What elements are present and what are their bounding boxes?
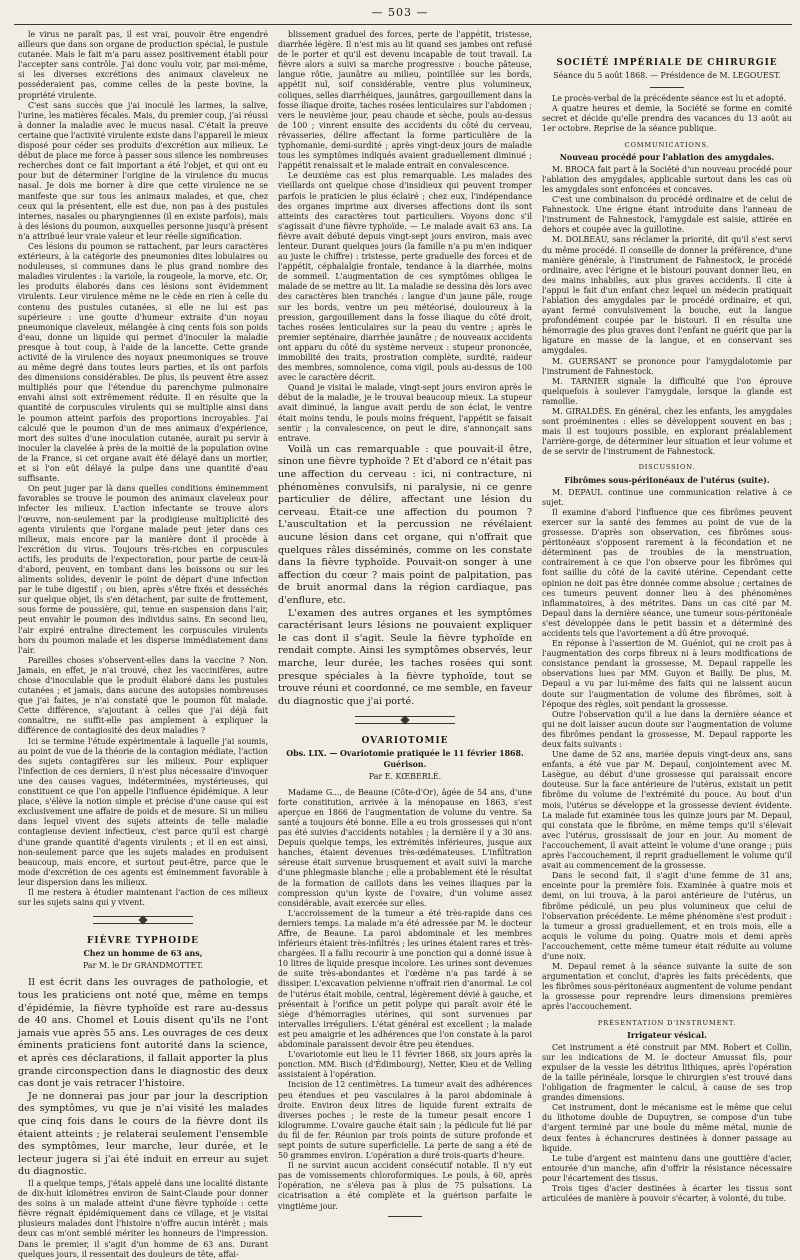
paragraph: C'est sans succès que j'ai inoculé les larmes, la salive, l'urine, les matières fécales. Mais, du premier coup, j'ai réussi à donner la maladie avec le mucus nasal. C'était la preuve certaine que l'activité virulente existe dans l'appareil le mieux disposé pour céder ses produits d'excrétion aux milieux. Le début de place me force à passer sous silence les nombreuses recherches dont ce fait important a été l'objet, et qui ont eu pour but de déterminer l'origine de la virulence du mucus nasal. Je dois me borner à dire que cette virulence ne se manifeste que sur tous les animaux malades, et que, chez ceux qui la présentent, elle est due, non pas à des pustules internes, nasales ou pharyngiennes (il en existe parfois), mais à des lésions du poumon, auxquelles personne jusqu'à présent n'a attribué leur vraie valeur et leur réelle signification. bbox=[18, 100, 269, 241]
paragraph: le virus ne paraît pas, il est vrai, pouvoir être engendré ailleurs que dans son organe de production spécial, le pustule cutanée. Mais le fait m'a paru assez positivement établi pour l'accepter sans contrôle. J'ai donc voulu voir, par moi-même, si les diverses excrétions des animaux claveleux ne posséderaient pas, comme celles de la peste bovine, la propriété virulente. bbox=[18, 30, 268, 100]
section-subheading: Nouveau procédé pour l'ablation des amygdales. bbox=[559, 152, 775, 162]
paragraph: Le deuxième cas est plus remarquable. Les malades des vieillards ont quelque chose d'insidieux qui peuvent tromper parfois le praticien le plus éclairé ; chez eux, l'indépendance des organes imprime aux diverses affections dont ils sont atteints des caractères tout particuliers. Voyons donc s'il s'agissait d'une fièvre typhoïde. — Le malade avait 63 ans. La fièvre avait débuté depuis vingt-sept jours environ, mais avec lenteur. Durant quelques jours (la famille n'a pu m'en indiquer au juste le chiffre) : tristesse, perte graduelle des forces et de l'appétit, céphalalgie frontale, tendance à la diarrhée, moins de sommeil. L'augmentation de ces symptômes obligea le malade de se mettre au lit. La maladie se dessina dès lors avec des caractères bien tranchés : langue d'un jaune pâle, rouge sur les bords, ventre un peu météorisé, douloureux à la pression, gargouillement dans la fosse iliaque du côté droit, taches rosées lenticulaires sur la peau du ventre ; après le premier septénaire, diarrhée jaunâtre ; de nouveaux accidents ont apparu du côté du système nerveux : stupeur prononcée, immobilité des traits, prostration complète, surdité, raideur des membres, somnolence, coma vigil, pouls au-dessus de 100 avec le caractère décrit. bbox=[278, 171, 532, 383]
section-label: COMMUNICATIONS. bbox=[624, 140, 710, 149]
paragraph: M. GUERSANT se prononce pour l'amygdalotomie par l'instrument de Fahnestock. bbox=[542, 356, 792, 376]
paragraph: On peut juger par là dans quelles conditions éminemment favorables se trouve le poumon des animaux claveleux pour infecter les milieux. L'action infectante se trouve alors l'œuvre, non-seulement par la prodigieuse multiplicité des agents virulents que l'organe malade peut jeter dans ces milieux, mais encore par la manière dont il procède à l'excrétion du virus. Toujours très-riches en corpuscules actifs, les produits de l'expectoration, pour partie de ceux-là d'abord, peuvent, en tombant dans les boissons ou sur les aliments solides, devenir le point de départ d'une infection par le tube digestif ; ou bien, après s'être fixés et desséchés sur quelque objet, ils s'en détachent, par suite de frottement, sous forme de poussière, qui, tenue en suspension dans l'air, peut envahir le poumon des individus sains. En second lieu, l'air expiré entraîne directement les corpuscules virulents hors du poumon malade et les disperse immédiatement dans l'air. bbox=[18, 484, 268, 655]
paragraph: A quatre heures et demie, la Société se forme en comité secret et décide qu'elle prendra des vacances du 13 août au 1er octobre. Reprise de la séance publique. bbox=[542, 104, 792, 134]
paragraph: Ces lésions du poumon se rattachent, par leurs caractères extérieurs, à la catégorie des pneumonies dites lobulaires ou noduleuses, si communes dans le plus grand nombre des maladies virulentes : la variole, la rougeole, la morve, etc. Or, les produits élaborés dans ces lésions sont évidemment virulents. Leur virulence même ne le cède en rien à celle du contenu des pustules cutanées, si elle ne lui est pas supérieure : une goutte d'humeur extraite d'un noyau pneumonique claveleux, mélangée à cinq cents fois son poids d'eau, donne un liquide qui permet d'inoculer la maladie presque à tout coup, à l'aide de la lancette. Cette grande activité de la virulence des noyaux pneumoniques se trouve au même degré dans toutes leurs parties, et ils ont parfois des dimensions considérables. De plus, ils peuvent être assez multipliés pour que l'étendue du parenchyme pulmonaire envahi ainsi soit extrêmement réduite. Il en résulte que la quantité de corpuscules virulents qui se multiplie ainsi dans le poumon atteint parfois des proportions incroyables. J'ai calculé que le poumon d'un de mes animaux d'expérience, mort des suites d'une inoculation cutanée, aurait pu servir à inoculer la clavelée à près de la moitié de la population ovine de la France, si cet organe avait été délayé dans un mortier, et si l'on eût délayé la pulpe dans une quantité d'eau suffisante. bbox=[18, 241, 268, 484]
article-heading: OVARIOTOMIE bbox=[361, 736, 449, 747]
paragraph: Pareilles choses s'observent-elles dans la vaccine ? Non. Jamais, en effet, je n'ai trouvé, chez les vaccinifères, autre chose d'inoculable que le produit élaboré dans les pustules cutanées ; et jamais, dans aucune des autopsies nombreuses que j'ai faites, je n'ai constaté que le poumon fût malade. Cette différence, s'ajoutant à celles que j'ai déjà fait connaître, ne suffit-elle pas amplement à expliquer la différence de contagiosité des deux maladies ? bbox=[18, 655, 268, 736]
section-subheading: Fibrômes sous-péritonéaux de l'utérus (suite). bbox=[564, 475, 770, 485]
ornament-divider bbox=[93, 916, 193, 924]
article-heading: FIÈVRE TYPHOIDE bbox=[86, 936, 200, 947]
society-heading: SOCIÉTÉ IMPÉRIALE DE CHIRURGIE bbox=[556, 58, 778, 68]
section-label: PRÉSENTATION D'INSTRUMENT. bbox=[597, 1018, 737, 1027]
paragraph: Quand je visitai le malade, vingt-sept jours environ après le début de la maladie, je le trouvai beaucoup mieux. La stupeur avait diminué, la langue avait perdu de son éclat, le ventre était moins tendu, le pouls moins fréquent, l'appétit se faisait sentir ; la convalescence, on peut le dire, s'annonçait sans entrave. bbox=[278, 383, 532, 443]
paragraph: Il examine d'abord l'influence que ces fibrômes peuvent exercer sur la santé des femmes au point de vue de la grossesse. D'après son observation, ces fibrômes sous-péritonéaux s'opposent rarement à la fécondation et ne déterminent pas de troubles de la menstruation, contrairement à ce que l'on observe pour les fibrômes qui font saillie du côté de la cavité utérine. Cependant cette opinion ne doit pas être donnée comme absolue ; certaines de ces tumeurs peuvent donner lieu à des phénomènes inflammatoires, à des métrites. Dans un cas cité par M. Depaul dans la dernière séance, une tumeur sous-péritonéale s'est développée dans le petit bassin et a déterminé des accidents tels que l'avortement a dû être provoqué. bbox=[542, 507, 792, 638]
article-author: Par E. KŒBERLÉ. bbox=[368, 771, 442, 781]
paragraph: Trois tiges d'acier destinées à écarter les tissus sont articulées de manière à pouvoir s'écarter, à volonté, du tube. bbox=[542, 1184, 792, 1204]
paragraph: M. TARNIER signale la difficulté que l'on éprouve quelquefois à soulever l'amygdale, lorsque la glande est ramollie. bbox=[542, 376, 792, 406]
paragraph: Dans le second fait, il s'agit d'une femme de 31 ans, enceinte pour la première fois. Examinée à quatre mois et demi, on lui trouva, à la paroi antérieure de l'utérus, un fibrôme pédiculé, un peu plus volumineux que celui de l'observation précédente. Le même phénomène s'est produit : la tumeur a grossi graduellement, et en trois mois, elle a acquis le volume du poing. Quatre mois et demi après l'accouchement, cette même tumeur était réduite au volume d'une noix. bbox=[542, 871, 792, 961]
paragraph: En réponse à l'assertion de M. Guéniot, qui ne croit pas à l'augmentation des corps fibreux ni à leurs modifications de consistance pendant la grossesse, M. Depaul rappelle les observations lues par MM. Guyon et Bailly. De plus, M. Depaul a vu par lui-même des faits qui ne laissent aucun doute sur l'augmentation de volume des fibrômes, soit à l'époque des règles, soit pendant la grossesse. bbox=[542, 639, 792, 709]
article-subheading: Chez un homme de 63 ans, bbox=[83, 949, 203, 959]
page-number: — 503 — bbox=[371, 6, 429, 19]
session-line: Séance du 5 août 1868. — Présidence de M. LEGOUEST. bbox=[553, 71, 781, 81]
column-left bbox=[18, 30, 269, 1259]
paragraph: Cet instrument, dont le mécanisme est le même que celui du lithotome double de Dupuytren, se compose d'un tube d'argent terminé par une boule du même métal, munie de deux fentes à échancrures destinées à donner passage au liquide. bbox=[542, 1103, 792, 1153]
paragraph: Madame G..., de Beaune (Côte-d'Or), âgée de 54 ans, d'une forte constitution, arrivée à la ménopause en 1863, s'est aperçue en 1866 de l'augmentation de volume du ventre. Sa santé a toujours été bonne. Elle a eu trois grossesses qui n'ont pas été suivies d'accidents notables ; la dernière il y a 30 ans. Depuis quelque temps, les extrémités inférieures, jusque aux hanches, étaient devenues très-œdémateuses. L'infiltration séreuse était survenue brusquement et avait suivi la marche d'une phlegmasie blanche ; elle a probablement été le résultat de la formation de caillots dans les veines iliaques par la compression qu'un kyste de l'ovaire, d'un volume assez considérable, avait exercée sur elles. bbox=[278, 787, 532, 908]
paragraph: M. Depaul remet à la séance suivante la suite de son argumentation et conclut, d'après les faits précédents, que les fibrômes sous-péritonéaux augmentent de volume pendant la grossesse pour reprendre leurs dimensions premières après l'accouchement. bbox=[542, 962, 792, 1012]
paragraph: M. DOLBEAU, sans réclamer la priorité, dit qu'il s'est servi du même procédé. Il conseille de donner la préférence, d'une manière générale, à l'instrument de Fahnestock, le procédé ordinaire, avec l'érigne et le bistouri pouvant donner lieu, en des mains inhabiles, aux plus graves accidents. Il cite à l'appui le fait d'un enfant chez lequel un médecin pratiquait l'ablation des amygdales par le procédé ordinaire, et qui, ayant fermé convulsivement la bouche, eut la langue profondément coupée par le bistouri. Il en résulta une hémorragie des plus graves dont l'enfant ne guérit que par la ligature en masse de la langue, et en conservant ses amygdales. bbox=[542, 235, 792, 356]
section-subheading: Irrigateur vésical. bbox=[627, 1030, 707, 1040]
paragraph: L'ovariotomie eut lieu le 11 février 1868, six jours après la ponction. MM. Bisch (d'Édimbourg), Netter, Kieu et de Velling assistaient à l'opération. bbox=[278, 1050, 532, 1080]
paragraph: blissement graduel des forces, perte de l'appétit, tristesse, diarrhée légère. Il n'est mis au lit quand ses jambes ont refusé de le porter et qu'il est devenu incapable de tout travail. La fièvre alors a suivi sa marche progressive : bouche pâteuse, langue rôtie, jaunâtre au milieu, pointillée sur les bords, appétit nul, soif considérable, ventre plus volumineux, coliques, selles diarrhéiques, jaunâtres, gargouillement dans la fosse iliaque droite, taches rosées lenticulaires sur l'abdomen ; vers le neuvième jour, peau chaude et sèche, pouls au-dessus de 100 ; vinrent ensuite des accidents du côté du cerveau, rêvasseries, délire affectant la forme particulière de la typhomanie, demi-surdité ; après vingt-deux jours de maladie tous les symptômes indiqués avaient graduellement diminué ; l'appétit renaissait et le malade entrait en convalescence. bbox=[278, 30, 532, 171]
paragraph: Il a quelque temps, j'étais appelé dans une localité distante de dix-huit kilomètres environ de Saint-Claude pour donner des soins à un malade atteint d'une fièvre typhoïde : cette fièvre régnait épidémiquement dans ce village, et je visitai plusieurs malades dont l'histoire n'offre aucun intérêt ; mais deux cas m'ont semblé mériter les honneurs de l'impression. Dans le premier, il s'agit d'un homme de 63 ans. Durant quelques jours, il ressentait des douleurs de tête, affai- bbox=[18, 1178, 268, 1259]
section-label: DISCUSSION. bbox=[638, 463, 696, 472]
article-author: Par M. le Dr GRANDMOTTET. bbox=[82, 961, 204, 971]
header-rule bbox=[14, 24, 792, 25]
paragraph: Il ne survint aucun accident consécutif notable. Il n'y eut pas de vomissements chloroformiques. Le pouls, à 60, après l'opération, ne s'éleva pas à plus de 75 pulsations. La cicatrisation a été complète et la guérison parfaite le vingtième jour. bbox=[278, 1161, 532, 1211]
article-subheading: Obs. LIX. — Ovariotomie pratiquée le 11 février 1868. Guérison. bbox=[286, 749, 524, 769]
paragraph: Une dame de 52 ans, mariée depuis vingt-deux ans, sans enfants, a été vue par M. Depaul, conjointement avec M. Lasègue, au début d'une grossesse qui paraissait encore douteuse. Sur la face antérieure de l'utérus, existait un petit fibrôme du volume de l'extrémité du pouce. Au bout d'un mois, l'utérus se développe et la grossesse devient évidente. La malade fut examinée tous les quinze jours par M. Depaul, qui constata que le fibrôme, en même temps qu'il s'élevait avec l'utérus, grossissait de jour en jour. Au moment de l'accouchement, il avait atteint le volume d'une orange ; puis après l'accouchement, il reprit graduellement le volume qu'il avait au commencement de la grossesse. bbox=[542, 750, 792, 871]
paragraph: Outre l'observation qu'il a lue dans la dernière séance et qui ne doit laisser aucun doute sur l'augmentation de volume des fibrômes pendant la grossesse, M. Depaul rapporte les deux faits suivants : bbox=[542, 709, 792, 749]
paragraph: L'accroissement de la tumeur a été très-rapide dans ces derniers temps. La malade m'a été adressée par M. le docteur Affre, de Beaune. La paroi abdominale et les membres inférieurs étaient très-infiltrés ; les urines étaient rares et très-chargées. Il a fallu recourir à une ponction qui a donné issue à 10 litres de liquide presque incolore. Les urines sont devenues de suite très-abondantes et l'œdème n'a pas tardé à se dissiper. L'excavation pelvienne n'offrait rien d'anormal. Le col de l'utérus était mobile, central, légèrement dévié à gauche, et présentait à l'orifice un petit polype qui paraît avoir été le siège d'hémorragies utérines, qui sont survenues par intervalles irréguliers. L'état général est excellent ; la malade est peu amaigrie et les adhérences que l'on constate à la paroi abdominale paraissent devoir être peu étendues. bbox=[278, 908, 532, 1050]
paragraph: Cet instrument a été construit par MM. Robert et Collin, sur les indications de M. le docteur Amussat fils, pour expulser de la vessie les détritus lithiques, après l'opération de la taille périnéale, lorsque le chirurgien s'est trouvé dans l'obligation de fragmenter le calcul, à cause de ses trop grandes dimensions. bbox=[542, 1042, 792, 1103]
paragraph: Il me restera à étudier maintenant l'action de ces milieux sur les sujets sains qui y vivent. bbox=[18, 887, 268, 908]
section-rule bbox=[650, 87, 684, 88]
paragraph: L'examen des autres organes et les symptômes caractérisant leurs lésions ne pouvaient expliquer le cas dont il s'agit. Seule la fièvre typhoïde en rendait compte. Ainsi les symptômes observés, leur marche, leur durée, les taches rosées qui sont presque spéciales à la fièvre typhoïde, tout se trouve réuni et coordonné, ce me semble, en faveur du diagnostic que j'ai porté. bbox=[278, 607, 532, 707]
paragraph: Voilà un cas remarquable : que pouvait-il être, sinon une fièvre typhoïde ? Et d'abord ce n'était pas une affection du cerveau : ici, ni contracture, ni phénomènes convulsifs, ni paralysie, ni ce genre particulier de délire, affectant une lésion du cerveau. Était-ce une affection du poumon ? L'auscultation et la percussion ne révélaient aucune lésion dans cet organe, qui n'offrait que quelques râles disséminés, comme on les constate dans la fièvre typhoïde. Pouvait-on songer à une affection du cœur ? mais point de palpitation, pas de bruit anormal dans la région cardiaque, pas d'enflure, etc. bbox=[278, 443, 532, 606]
paragraph: Ici se termine l'étude expérimentale à laquelle j'ai soumis, au point de vue de la théorie de la contagion médiate, l'action des sujets contagifères sur les milieux. Pour expliquer l'infection de ces derniers, il n'est plus nécessaire d'invoquer une des causes vagues, indéterminées, mystérieuses, qui constituent ce que l'on appelle l'influence épidémique. A leur place, s'élève la notion simple et précise d'une cause qui est exclusivement une affaire de poids et de mesure. Si un milieu dans lequel vivent des sujets atteints de telle maladie contagieuse devient infectieux, c'est parce qu'il est chargé d'une grande quantité d'agents virulents ; et il en est ainsi, non-seulement parce que les sujets malades en produisent beaucoup, mais encore, et surtout peut-être, parce que le mode d'excrétion de ces agents est éminemment favorable à leur dispersion dans les milieux. bbox=[18, 736, 268, 887]
paragraph: Je ne donnerai pas jour par jour la description des symptômes, vu que je n'ai visité les malades que cinq fois dans le cours de la fièvre dont ils étaient atteints ; je relaterai seulement l'ensemble des symptômes, leur marche, leur durée, et le lecteur jugera si j'ai été induit en erreur au sujet du diagnostic. bbox=[18, 1090, 268, 1178]
paragraph: M. DEPAUL continue une communication relative à ce sujet. bbox=[542, 487, 792, 507]
paragraph: C'est une combinaison du procédé ordinaire et de celui de Fahnestock. Une érigne étant introduite dans l'anneau de l'instrument de Fahnestock, l'amygdale est saisie, attirée en dehors et coupée avec la guillotine. bbox=[542, 195, 792, 235]
paragraph: Le procès-verbal de la précédente séance est lu et adopté. bbox=[552, 94, 787, 104]
paragraph: M. BROCA fait part à la Société d'un nouveau procédé pour l'ablation des amygdales, applicable surtout dans les cas où les amygdales sont enfoncées et concaves. bbox=[542, 164, 792, 194]
paragraph: Incision de 12 centimètres. La tumeur avait des adhérences peu étendues et peu vasculaires à la paroi abdominale à droite. Environ deux litres de liquide furent extraits de diverses poches ; le reste de la tumeur pesait encore 1 kilogramme. L'ovaire gauche était sain ; la pédicule fut lié par du fil de fer. Réunion par trois points de suture profonde et sept points de suture superficielle. La perte de sang a été de 50 grammes environ. L'opération a duré trois-quarts d'heure. bbox=[278, 1080, 532, 1161]
end-rule bbox=[388, 1216, 422, 1217]
paragraph: M. GIRALDÈS. En général, chez les enfants, les amygdales sont proéminentes : elles se développent souvent en bas ; mais il est toujours possible, en explorant préalablement l'arrière-gorge, de déterminer leur situation et leur volume et de se servir de l'instrument de Fahnestock. bbox=[542, 407, 792, 457]
ornament-divider bbox=[355, 716, 455, 724]
column-middle bbox=[278, 30, 532, 1211]
paragraph: Il est écrit dans les ouvrages de pathologie, et tous les praticiens ont noté que, même en temps d'épidémie, la fièvre typhoïde est rare au-dessus de 40 ans. Chomel et Louis disent qu'ils ne l'ont jamais vue après 55 ans. Les ouvrages de ces deux éminents praticiens font autorité dans la science, et après ces déclarations, il fallait apporter la plus grande circonspection dans le diagnostic des deux cas dont je vais retracer l'histoire. bbox=[18, 977, 268, 1090]
column-right bbox=[542, 30, 792, 1204]
paragraph: Le tube d'argent est maintenu dans une gouttière d'acier, entourée d'un manche, afin d'offrir la résistance nécessaire pour l'écartement des tissus. bbox=[542, 1153, 792, 1183]
